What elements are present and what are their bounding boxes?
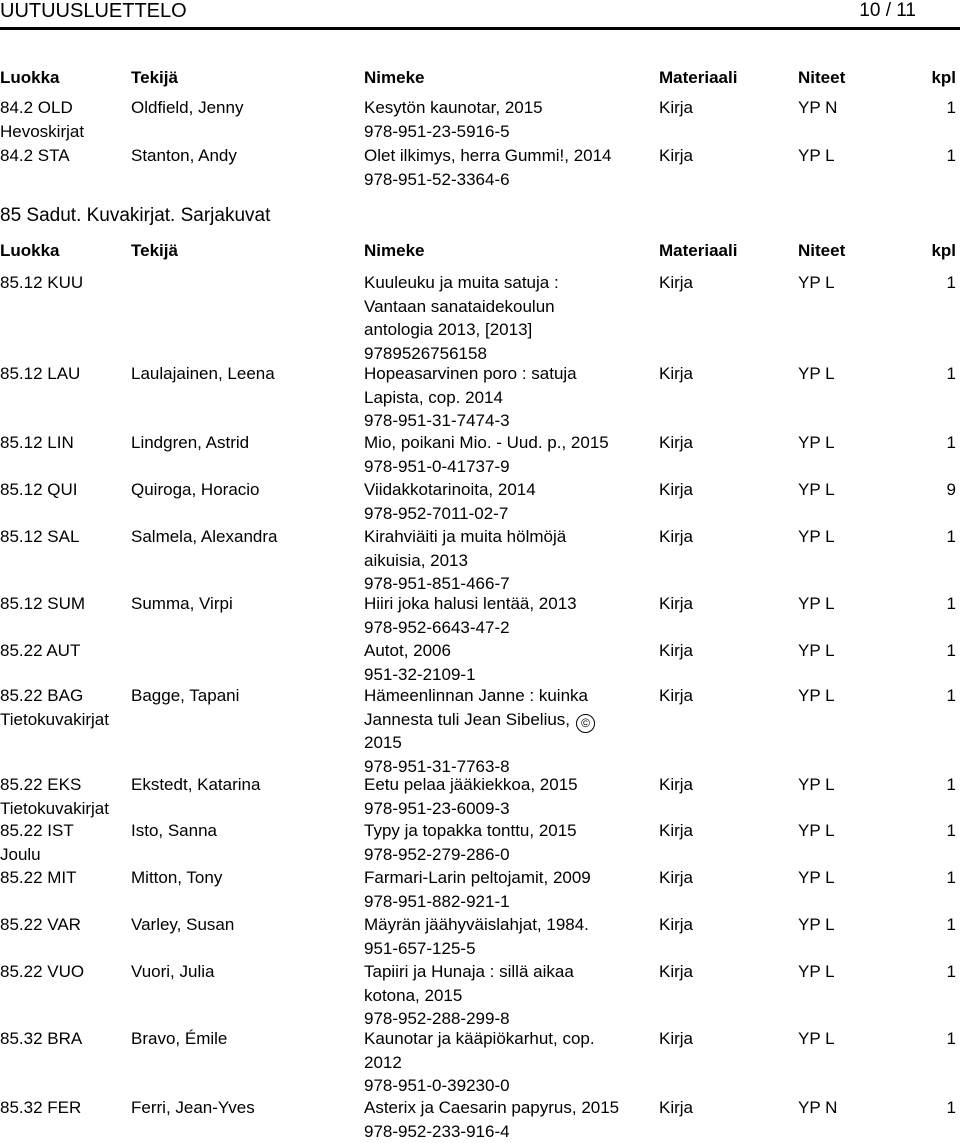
copies-status: YP L: [798, 431, 835, 455]
author: Bagge, Tapani: [131, 684, 239, 708]
isbn: 978-952-288-299-8: [364, 1007, 510, 1031]
copies-status: YP N: [798, 1096, 837, 1120]
title-line: antologia 2013, [2013]: [364, 318, 532, 342]
column-header-tekija: Tekijä: [131, 241, 178, 261]
class-category: Hevoskirjat: [0, 120, 84, 144]
column-header-niteet: Niteet: [798, 241, 845, 261]
material: Kirja: [659, 362, 693, 386]
copies-count: 1: [947, 592, 956, 616]
class-code: 84.2 OLD: [0, 96, 73, 120]
material: Kirja: [659, 1027, 693, 1051]
page-number: 10 / 11: [859, 0, 916, 22]
title-line: Typy ja topakka tonttu, 2015: [364, 819, 577, 843]
class-code: 85.22 VAR: [0, 913, 81, 937]
column-header-kpl: kpl: [931, 68, 956, 88]
copies-count: 1: [947, 525, 956, 549]
copies-status: YP L: [798, 478, 835, 502]
copies-status: YP N: [798, 96, 837, 120]
title-line: Hopeasarvinen poro : satuja: [364, 362, 577, 386]
isbn: 9789526756158: [364, 342, 487, 366]
class-code: 85.12 QUI: [0, 478, 78, 502]
title-line: Autot, 2006: [364, 639, 451, 663]
author: Varley, Susan: [131, 913, 234, 937]
material: Kirja: [659, 913, 693, 937]
header-rule: [0, 27, 960, 30]
title-line: Tapiiri ja Hunaja : sillä aikaa: [364, 960, 574, 984]
isbn: 951-657-125-5: [364, 937, 476, 961]
copyright-icon: ©: [576, 714, 595, 733]
class-code: 85.22 EKS: [0, 773, 81, 797]
title-line: Hiiri joka halusi lentää, 2013: [364, 592, 577, 616]
class-category: Tietokuvakirjat: [0, 797, 109, 821]
column-header-materiaali: Materiaali: [659, 68, 737, 88]
isbn: 951-32-2109-1: [364, 663, 476, 687]
material: Kirja: [659, 525, 693, 549]
isbn: 978-951-0-41737-9: [364, 455, 510, 479]
author: Lindgren, Astrid: [131, 431, 249, 455]
column-header-luokka: Luokka: [0, 241, 60, 261]
class-code: 85.22 AUT: [0, 639, 80, 663]
class-code: 84.2 STA: [0, 144, 70, 168]
isbn: 978-952-7011-02-7: [364, 502, 508, 526]
column-header-tekija: Tekijä: [131, 68, 178, 88]
column-header-materiaali: Materiaali: [659, 241, 737, 261]
isbn: 978-952-233-916-4: [364, 1120, 510, 1143]
copies-status: YP L: [798, 144, 835, 168]
title-line: aikuisia, 2013: [364, 549, 468, 573]
copies-count: 1: [947, 431, 956, 455]
copies-status: YP L: [798, 525, 835, 549]
copies-count: 1: [947, 362, 956, 386]
copies-count: 1: [947, 96, 956, 120]
author: Isto, Sanna: [131, 819, 217, 843]
class-code: 85.12 LAU: [0, 362, 80, 386]
class-category: Tietokuvakirjat: [0, 708, 109, 732]
author: Oldfield, Jenny: [131, 96, 243, 120]
title-line: Jannesta tuli Jean Sibelius, ©: [364, 708, 595, 733]
material: Kirja: [659, 592, 693, 616]
title-line: Kesytön kaunotar, 2015: [364, 96, 543, 120]
material: Kirja: [659, 960, 693, 984]
isbn: 978-951-31-7474-3: [364, 409, 510, 433]
copies-status: YP L: [798, 960, 835, 984]
material: Kirja: [659, 866, 693, 890]
copies-count: 9: [947, 478, 956, 502]
copies-status: YP L: [798, 639, 835, 663]
copies-count: 1: [947, 913, 956, 937]
author: Summa, Virpi: [131, 592, 233, 616]
isbn: 978-952-6643-47-2: [364, 616, 510, 640]
title-line: 2012: [364, 1051, 402, 1075]
column-header-luokka: Luokka: [0, 68, 60, 88]
column-header-nimeke: Nimeke: [364, 68, 424, 88]
copies-count: 1: [947, 144, 956, 168]
title-line: Kuuleuku ja muita satuja :: [364, 271, 559, 295]
material: Kirja: [659, 271, 693, 295]
class-code: 85.12 KUU: [0, 271, 83, 295]
column-header-niteet: Niteet: [798, 68, 845, 88]
title-line: kotona, 2015: [364, 984, 462, 1008]
class-code: 85.22 BAG: [0, 684, 83, 708]
title-line: Eetu pelaa jääkiekkoa, 2015: [364, 773, 578, 797]
copies-count: 1: [947, 271, 956, 295]
copies-count: 1: [947, 1027, 956, 1051]
isbn: 978-951-23-5916-5: [364, 120, 510, 144]
column-header-nimeke: Nimeke: [364, 241, 424, 261]
author: Laulajainen, Leena: [131, 362, 275, 386]
section-title: 85 Sadut. Kuvakirjat. Sarjakuvat: [0, 205, 270, 227]
material: Kirja: [659, 431, 693, 455]
class-code: 85.22 IST: [0, 819, 74, 843]
column-header-kpl: kpl: [931, 241, 956, 261]
material: Kirja: [659, 144, 693, 168]
author: Quiroga, Horacio: [131, 478, 260, 502]
material: Kirja: [659, 478, 693, 502]
copies-status: YP L: [798, 271, 835, 295]
author: Mitton, Tony: [131, 866, 222, 890]
copies-count: 1: [947, 684, 956, 708]
title-line: Mäyrän jäähyväislahjat, 1984.: [364, 913, 589, 937]
title-line: 2015: [364, 731, 402, 755]
copies-status: YP L: [798, 592, 835, 616]
isbn: 978-951-882-921-1: [364, 890, 510, 914]
copies-count: 1: [947, 819, 956, 843]
isbn: 978-952-279-286-0: [364, 843, 510, 867]
material: Kirja: [659, 1096, 693, 1120]
material: Kirja: [659, 773, 693, 797]
page-title: UUTUUSLUETTELO: [0, 0, 187, 22]
copies-status: YP L: [798, 362, 835, 386]
material: Kirja: [659, 96, 693, 120]
isbn: 978-951-52-3364-6: [364, 168, 510, 192]
class-code: 85.32 BRA: [0, 1027, 82, 1051]
copies-status: YP L: [798, 1027, 835, 1051]
author: Salmela, Alexandra: [131, 525, 277, 549]
title-line: Asterix ja Caesarin papyrus, 2015: [364, 1096, 619, 1120]
isbn: 978-951-23-6009-3: [364, 797, 510, 821]
copies-status: YP L: [798, 819, 835, 843]
copies-status: YP L: [798, 773, 835, 797]
isbn: 978-951-31-7763-8: [364, 755, 510, 779]
class-code: 85.22 MIT: [0, 866, 77, 890]
copies-status: YP L: [798, 684, 835, 708]
material: Kirja: [659, 819, 693, 843]
class-code: 85.32 FER: [0, 1096, 81, 1120]
author: Ferri, Jean-Yves: [131, 1096, 255, 1120]
author: Ekstedt, Katarina: [131, 773, 260, 797]
title-line: Farmari-Larin peltojamit, 2009: [364, 866, 591, 890]
class-code: 85.22 VUO: [0, 960, 84, 984]
copies-status: YP L: [798, 913, 835, 937]
class-code: 85.12 SUM: [0, 592, 85, 616]
copies-count: 1: [947, 639, 956, 663]
class-category: Joulu: [0, 843, 41, 867]
author: Bravo, Émile: [131, 1027, 227, 1051]
title-line: Kirahviäiti ja muita hölmöjä: [364, 525, 566, 549]
copies-status: YP L: [798, 866, 835, 890]
author: Vuori, Julia: [131, 960, 214, 984]
title-line: Lapista, cop. 2014: [364, 386, 503, 410]
title-line: Mio, poikani Mio. - Uud. p., 2015: [364, 431, 609, 455]
title-line: Olet ilkimys, herra Gummi!, 2014: [364, 144, 612, 168]
class-code: 85.12 SAL: [0, 525, 79, 549]
material: Kirja: [659, 639, 693, 663]
title-line: Vantaan sanataidekoulun: [364, 295, 555, 319]
copies-count: 1: [947, 866, 956, 890]
isbn: 978-951-0-39230-0: [364, 1074, 510, 1098]
copies-count: 1: [947, 960, 956, 984]
material: Kirja: [659, 684, 693, 708]
copies-count: 1: [947, 773, 956, 797]
author: Stanton, Andy: [131, 144, 237, 168]
copies-count: 1: [947, 1096, 956, 1120]
title-line: Hämeenlinnan Janne : kuinka: [364, 684, 588, 708]
isbn: 978-951-851-466-7: [364, 572, 510, 596]
title-line: Kaunotar ja kääpiökarhut, cop.: [364, 1027, 595, 1051]
class-code: 85.12 LIN: [0, 431, 74, 455]
title-line: Viidakkotarinoita, 2014: [364, 478, 536, 502]
